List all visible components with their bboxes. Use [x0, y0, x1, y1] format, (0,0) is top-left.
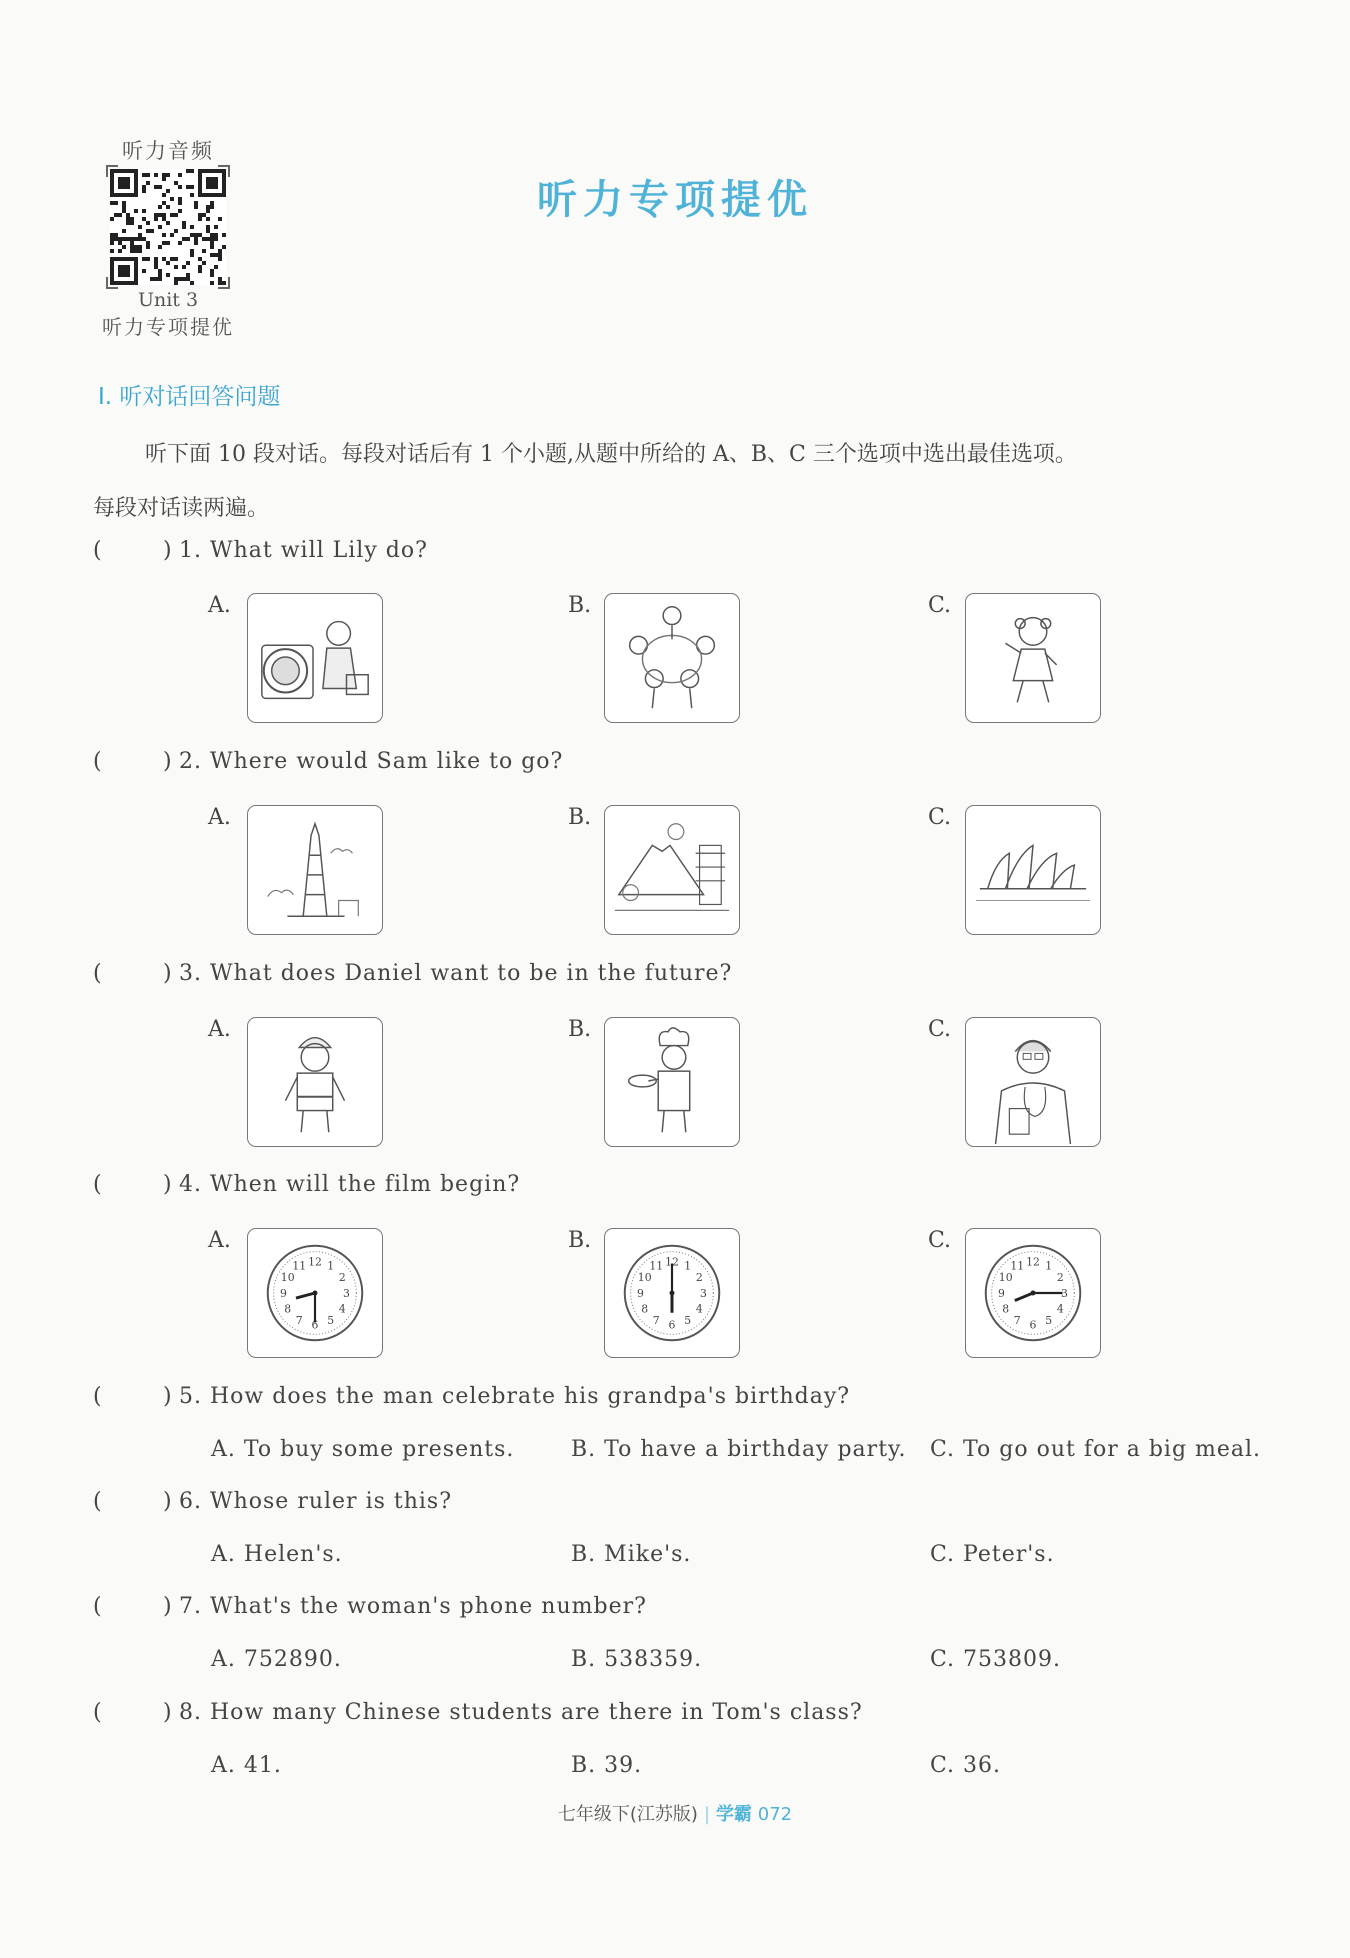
answer-blank-open[interactable]: (: [93, 1700, 102, 1725]
hour-hand: [1015, 1293, 1033, 1301]
clock-number: 7: [295, 1314, 303, 1328]
clock-number: 8: [641, 1302, 649, 1316]
clock-number: 5: [1045, 1314, 1053, 1328]
option-text: 36.: [963, 1753, 1002, 1778]
sydney-opera-house-icon[interactable]: [965, 805, 1101, 935]
footer-grade: 七年级下(江苏版): [557, 1804, 698, 1825]
question-text: 1. What will Lily do?: [179, 538, 428, 563]
answer-blank-open[interactable]: (: [93, 1594, 102, 1619]
option-label: B.: [568, 805, 592, 830]
clock-icon[interactable]: [247, 1228, 383, 1358]
clock-number: 10: [998, 1271, 1013, 1285]
children-playing-icon[interactable]: [604, 593, 740, 723]
option-label: A.: [211, 1647, 236, 1672]
answer-blank-open[interactable]: (: [93, 1172, 102, 1197]
question-text: 7. What's the woman's phone number?: [179, 1594, 647, 1619]
option-text: 752890.: [243, 1647, 342, 1672]
option-text: To have a birthday party.: [604, 1437, 907, 1462]
clock-number: 12: [665, 1255, 679, 1269]
question-text: 5. How does the man celebrate his grandpa's birthday?: [179, 1384, 851, 1409]
option-b[interactable]: [571, 1647, 702, 1672]
page-number: 072: [757, 1804, 793, 1825]
clock-number: 2: [695, 1271, 703, 1285]
clock-number: 6: [668, 1318, 676, 1332]
section-title: Ⅰ. 听对话回答问题: [98, 384, 281, 410]
option-a[interactable]: [211, 1647, 342, 1672]
clock-number: 10: [637, 1271, 652, 1285]
option-label: A.: [211, 1753, 236, 1778]
clock-number: 1: [327, 1259, 335, 1273]
option-text: 538359.: [604, 1647, 703, 1672]
option-label: B.: [568, 593, 592, 618]
clock-number: 11: [649, 1259, 664, 1273]
clock-icon[interactable]: [604, 1228, 740, 1358]
doctor-icon[interactable]: [965, 1017, 1101, 1147]
clock-number: 3: [343, 1286, 350, 1300]
clock-number: 2: [338, 1271, 346, 1285]
answer-blank-open[interactable]: (: [93, 538, 102, 563]
clock-number: 9: [637, 1286, 644, 1300]
clock-number: 8: [1002, 1302, 1010, 1316]
clock-number: 5: [684, 1314, 692, 1328]
clock-number: 9: [998, 1286, 1005, 1300]
question-text: 2. Where would Sam like to go?: [179, 749, 564, 774]
clock-number: 12: [308, 1255, 322, 1269]
qr-unit-label: Unit 3: [137, 289, 199, 311]
clock-number: 11: [292, 1259, 307, 1273]
option-c[interactable]: [930, 1437, 1261, 1462]
answer-blank-close: ): [163, 961, 172, 986]
option-text: Helen's.: [243, 1542, 343, 1567]
clock-number: 1: [1045, 1259, 1053, 1273]
clock-number: 6: [311, 1318, 319, 1332]
option-label: B.: [571, 1647, 597, 1672]
cook-icon[interactable]: [604, 1017, 740, 1147]
footer-separator: |: [703, 1804, 711, 1825]
answer-blank-open[interactable]: (: [93, 749, 102, 774]
option-b[interactable]: [571, 1542, 691, 1567]
option-a[interactable]: [211, 1437, 514, 1462]
option-label: A.: [211, 1437, 236, 1462]
page-footer: [0, 1800, 1350, 1826]
instructions-line-2: 每段对话读两遍。: [93, 496, 270, 521]
option-label: B.: [568, 1228, 592, 1253]
eiffel-tower-icon[interactable]: [247, 805, 383, 935]
answer-blank-close: ): [163, 1384, 172, 1409]
clock-number: 12: [1026, 1255, 1040, 1269]
clock-number: 7: [1013, 1314, 1021, 1328]
clock-number: 4: [1056, 1302, 1064, 1316]
option-label: A.: [208, 1228, 231, 1253]
question-text: 3. What does Daniel want to be in the future?: [179, 961, 733, 986]
answer-blank-close: ): [163, 538, 172, 563]
option-label: C.: [930, 1647, 956, 1672]
answer-blank-close: ): [163, 1172, 172, 1197]
option-text: 753809.: [963, 1647, 1062, 1672]
instructions-line-1: 听下面 10 段对话。每段对话后有 1 个小题,从题中所给的 A、B、C 三个选项中选出最佳选项。: [145, 442, 1077, 467]
washing-clothes-icon[interactable]: [247, 593, 383, 723]
worker-icon[interactable]: [247, 1017, 383, 1147]
option-text: To buy some presents.: [243, 1437, 515, 1462]
option-label: C.: [928, 593, 952, 618]
clock-number: 9: [280, 1286, 287, 1300]
clock-icon[interactable]: [965, 1228, 1101, 1358]
option-text: Peter's.: [963, 1542, 1055, 1567]
answer-blank-close: ): [163, 1700, 172, 1725]
option-label: C.: [928, 1228, 952, 1253]
option-label: A.: [211, 1542, 236, 1567]
answer-blank-close: ): [163, 1594, 172, 1619]
option-label: C.: [928, 1017, 952, 1042]
option-c[interactable]: [930, 1753, 1001, 1778]
question-text: 6. Whose ruler is this?: [179, 1489, 453, 1514]
clock-number: 8: [284, 1302, 292, 1316]
option-c[interactable]: [930, 1647, 1061, 1672]
option-a[interactable]: [211, 1542, 343, 1567]
answer-blank-close: ): [163, 1489, 172, 1514]
option-text: To go out for a big meal.: [963, 1437, 1262, 1462]
option-label: A.: [208, 593, 231, 618]
question-text: 8. How many Chinese students are there in Tom's class?: [179, 1700, 863, 1725]
option-label: B.: [571, 1437, 597, 1462]
qr-code-block: [88, 135, 248, 340]
answer-blank-open[interactable]: (: [93, 1384, 102, 1409]
qr-caption-bottom: 听力专项提优: [102, 315, 234, 339]
mount-fuji-icon[interactable]: [604, 805, 740, 935]
option-label: C.: [930, 1542, 956, 1567]
option-c[interactable]: [930, 1542, 1055, 1567]
clock-number: 4: [695, 1302, 703, 1316]
footer-brand: 学霸: [716, 1804, 753, 1825]
option-label: A.: [208, 1017, 231, 1042]
option-label: C.: [930, 1437, 956, 1462]
clock-number: 3: [700, 1286, 707, 1300]
option-label: B.: [571, 1542, 597, 1567]
answer-blank-open[interactable]: (: [93, 1489, 102, 1514]
option-text: 39.: [604, 1753, 643, 1778]
answer-blank-close: ): [163, 749, 172, 774]
option-text: Mike's.: [604, 1542, 692, 1567]
page-title: 听力专项提优: [537, 177, 813, 223]
instructions: [93, 428, 1283, 536]
option-label: B.: [568, 1017, 592, 1042]
option-b[interactable]: [571, 1753, 642, 1778]
clock-number: 7: [652, 1314, 660, 1328]
question-text: 4. When will the film begin?: [179, 1172, 521, 1197]
qr-caption-top: 听力音频: [122, 139, 214, 163]
girl-dancing-icon[interactable]: [965, 593, 1101, 723]
clock-number: 2: [1056, 1271, 1064, 1285]
answer-blank-open[interactable]: (: [93, 961, 102, 986]
option-a[interactable]: [211, 1753, 282, 1778]
clock-number: 11: [1010, 1259, 1025, 1273]
option-b[interactable]: [571, 1437, 907, 1462]
option-label: A.: [208, 805, 231, 830]
option-label: B.: [571, 1753, 597, 1778]
hour-hand: [296, 1293, 315, 1298]
option-text: 41.: [243, 1753, 282, 1778]
option-label: C.: [928, 805, 952, 830]
option-label: C.: [930, 1753, 956, 1778]
clock-number: 4: [338, 1302, 346, 1316]
clock-number: 6: [1029, 1318, 1037, 1332]
clock-number: 10: [280, 1271, 295, 1285]
clock-number: 5: [327, 1314, 335, 1328]
clock-number: 3: [1061, 1286, 1068, 1300]
clock-number: 1: [684, 1259, 692, 1273]
